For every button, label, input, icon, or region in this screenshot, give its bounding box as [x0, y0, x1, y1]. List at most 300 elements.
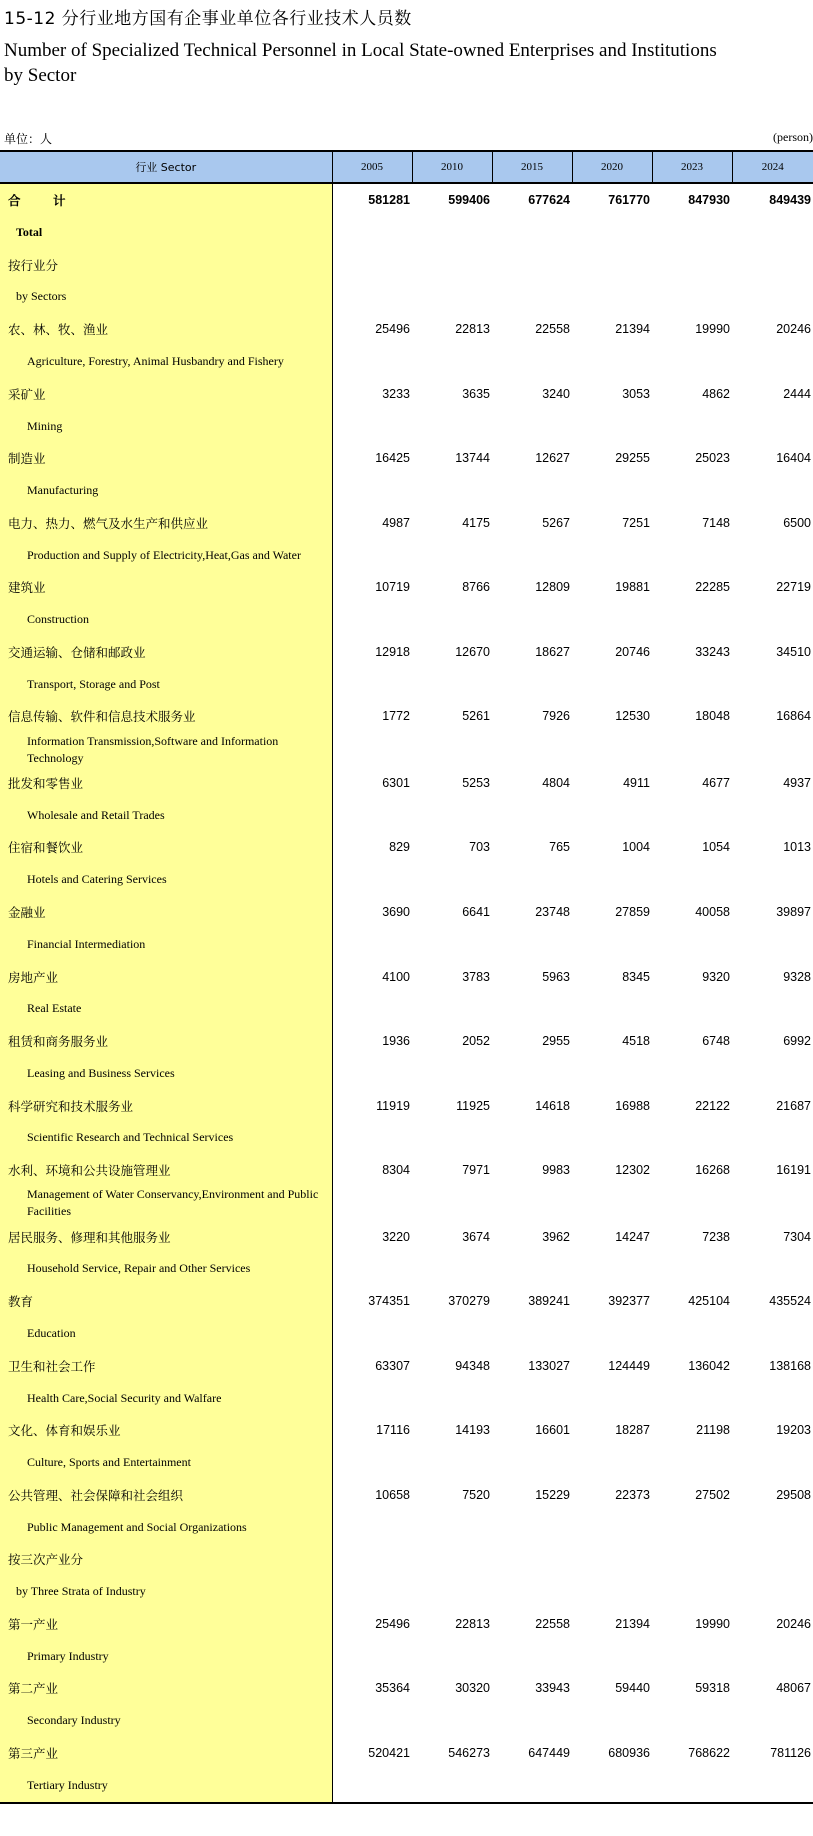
value-cell: 599406: [448, 193, 490, 208]
column-header-year: 2005: [332, 151, 412, 183]
empty-cell: [492, 668, 572, 700]
empty-cell: [572, 603, 652, 635]
empty-cell: [732, 928, 813, 960]
value-cell: 7926: [542, 709, 570, 724]
table-row: [0, 700, 813, 732]
empty-cell: [492, 1769, 572, 1803]
table-row: [0, 313, 813, 345]
empty-cell: [652, 1253, 732, 1285]
empty-cell: [732, 345, 813, 377]
empty-cell: [732, 993, 813, 1025]
empty-cell: [332, 345, 412, 377]
empty-cell: [572, 216, 652, 248]
empty-cell: [492, 410, 572, 442]
value-cell: 10719: [375, 580, 410, 595]
value-cell: 4518: [622, 1034, 650, 1049]
empty-cell: [732, 1253, 813, 1285]
value-cell: 18048: [695, 709, 730, 724]
value-cell: 22813: [455, 1616, 490, 1631]
sector-label-cn: 教育: [0, 1285, 332, 1317]
sector-label-en: Education: [0, 1317, 332, 1349]
value-cell: 7520: [462, 1487, 490, 1502]
empty-cell: [332, 733, 412, 767]
value-cell: 5267: [542, 515, 570, 530]
value-cell: 680936: [608, 1745, 650, 1760]
empty-cell: [332, 1057, 412, 1089]
value-cell: 6992: [783, 1034, 811, 1049]
empty-cell: [572, 1186, 652, 1220]
value-cell: 6301: [382, 775, 410, 790]
value-cell: 136042: [688, 1358, 730, 1373]
value-cell: 16864: [776, 709, 811, 724]
empty-cell: [332, 410, 412, 442]
page-title-en: Number of Specialized Technical Personnel in Local State-owned Enterprises and Institutions by Sector: [4, 40, 717, 86]
table-row: [0, 1350, 813, 1382]
empty-cell: [652, 1382, 732, 1414]
empty-cell: [492, 281, 572, 313]
value-cell: 12809: [535, 580, 570, 595]
value-cell: 8766: [462, 580, 490, 595]
empty-cell: [412, 539, 492, 571]
value-cell: 370279: [448, 1294, 490, 1309]
empty-cell: [652, 668, 732, 700]
table-row: [0, 603, 813, 635]
value-cell: 9328: [783, 969, 811, 984]
value-cell: 21198: [696, 1423, 730, 1438]
value-cell: 3233: [382, 386, 410, 401]
empty-cell: [652, 1446, 732, 1478]
value-cell: 16404: [776, 451, 811, 466]
empty-cell: [412, 1640, 492, 1672]
empty-cell: [492, 733, 572, 767]
table-row: [0, 1221, 813, 1253]
empty-cell: [332, 864, 412, 896]
empty-cell: [332, 928, 412, 960]
empty-cell: [332, 1253, 412, 1285]
sector-label-cn: 卫生和社会工作: [0, 1350, 332, 1382]
value-cell: 1013: [783, 840, 811, 855]
sector-label-en: Transport, Storage and Post: [0, 668, 332, 700]
value-cell: 19881: [615, 580, 650, 595]
value-cell: 16191: [776, 1163, 811, 1178]
sector-label-cn: 公共管理、社会保障和社会组织: [0, 1479, 332, 1511]
value-cell: 3635: [462, 386, 490, 401]
value-cell: 27502: [695, 1487, 730, 1502]
value-cell: 20246: [776, 322, 811, 337]
sector-label-en: Public Management and Social Organizations: [0, 1511, 332, 1543]
empty-cell: [332, 1317, 412, 1349]
empty-cell: [492, 1122, 572, 1154]
value-cell: 16425: [375, 451, 410, 466]
value-cell: 59318: [695, 1681, 730, 1696]
empty-cell: [572, 1446, 652, 1478]
sector-label-en: Culture, Sports and Entertainment: [0, 1446, 332, 1478]
value-cell: 39897: [776, 905, 811, 919]
sector-label-cn: 文化、体育和娱乐业: [0, 1414, 332, 1446]
value-cell: 10658: [375, 1487, 410, 1502]
value-cell: 435524: [769, 1294, 811, 1309]
empty-cell: [332, 1382, 412, 1414]
table-row: [0, 281, 813, 313]
table-row: [0, 1025, 813, 1057]
value-cell: [332, 249, 412, 281]
sector-label-cn: 电力、热力、燃气及水生产和供应业: [0, 507, 332, 539]
page-title-cn: 15-12 分行业地方国有企事业单位各行业技术人员数: [4, 9, 412, 29]
table-row: [0, 767, 813, 799]
value-cell: 781126: [770, 1745, 811, 1760]
value-cell: 25496: [375, 322, 410, 337]
value-cell: 16988: [615, 1098, 650, 1113]
empty-cell: [732, 733, 813, 767]
sector-label-cn: 交通运输、仓储和邮政业: [0, 636, 332, 668]
value-cell: 33243: [695, 644, 730, 659]
table-row: [0, 1382, 813, 1414]
empty-cell: [332, 216, 412, 248]
sector-label-en: Secondary Industry: [0, 1705, 332, 1737]
table-row: [0, 183, 813, 216]
empty-cell: [732, 864, 813, 896]
value-cell: 4175: [462, 515, 490, 530]
sector-label-cn: 信息传输、软件和信息技术服务业: [0, 700, 332, 732]
empty-cell: [652, 1186, 732, 1220]
statistics-table: [0, 150, 813, 1804]
value-cell: 3674: [462, 1229, 490, 1244]
empty-cell: [412, 410, 492, 442]
value-cell: 59440: [615, 1681, 650, 1696]
value-cell: 22719: [776, 580, 811, 595]
sector-label-cn: 农、林、牧、渔业: [0, 313, 332, 345]
sector-label-cn: 金融业: [0, 896, 332, 928]
value-cell: 19990: [695, 1616, 730, 1631]
sector-label-cn: 按行业分: [0, 249, 332, 281]
empty-cell: [492, 1186, 572, 1220]
sector-label-en: Financial Intermediation: [0, 928, 332, 960]
empty-cell: [572, 1640, 652, 1672]
value-cell: 23748: [535, 905, 570, 919]
empty-cell: [572, 1511, 652, 1543]
sector-label-cn: 住宿和餐饮业: [0, 831, 332, 863]
sector-label-en: Agriculture, Forestry, Animal Husbandry and Fishery: [0, 345, 332, 377]
sector-label-en: Scientific Research and Technical Services: [0, 1122, 332, 1154]
table-row: [0, 571, 813, 603]
value-cell: 94348: [455, 1358, 490, 1373]
value-cell: 425104: [688, 1294, 730, 1309]
value-cell: [652, 1543, 732, 1575]
empty-cell: [732, 1511, 813, 1543]
value-cell: 12918: [375, 644, 410, 659]
empty-cell: [412, 668, 492, 700]
sector-label-en: Real Estate: [0, 993, 332, 1025]
empty-cell: [412, 1382, 492, 1414]
value-cell: 7304: [783, 1229, 811, 1244]
empty-cell: [332, 1769, 412, 1803]
value-cell: 5253: [462, 775, 490, 790]
value-cell: 5963: [542, 969, 570, 984]
empty-cell: [732, 1446, 813, 1478]
value-cell: 8304: [382, 1163, 410, 1178]
sector-label-en: Wholesale and Retail Trades: [0, 799, 332, 831]
sector-label-cn: 制造业: [0, 442, 332, 474]
value-cell: 392377: [608, 1294, 650, 1309]
column-header-year: 2024: [732, 151, 813, 183]
value-cell: 829: [389, 840, 410, 855]
value-cell: 4677: [702, 775, 730, 790]
empty-cell: [332, 668, 412, 700]
table-row: [0, 733, 813, 767]
table-row: [0, 249, 813, 281]
table-row: [0, 1608, 813, 1640]
sector-label-cn: 房地产业: [0, 960, 332, 992]
table-row: [0, 1769, 813, 1803]
value-cell: 21394: [615, 322, 650, 337]
table-row: [0, 1154, 813, 1186]
value-cell: 1936: [382, 1034, 410, 1049]
empty-cell: [652, 1317, 732, 1349]
value-cell: 8345: [622, 969, 650, 984]
table-row: [0, 1575, 813, 1607]
value-cell: 14618: [535, 1098, 570, 1113]
value-cell: 27859: [615, 905, 650, 919]
empty-cell: [412, 733, 492, 767]
value-cell: 3962: [542, 1229, 570, 1244]
empty-cell: [492, 474, 572, 506]
empty-cell: [572, 928, 652, 960]
empty-cell: [332, 1186, 412, 1220]
value-cell: 11919: [376, 1098, 410, 1113]
value-cell: 22373: [615, 1487, 650, 1502]
empty-cell: [492, 1575, 572, 1607]
value-cell: 29508: [776, 1487, 811, 1502]
value-cell: 3053: [622, 386, 650, 401]
value-cell: 2444: [783, 386, 811, 401]
value-cell: 3220: [382, 1229, 410, 1244]
empty-cell: [572, 1253, 652, 1285]
value-cell: [492, 249, 572, 281]
empty-cell: [732, 1317, 813, 1349]
column-header-year: 2020: [572, 151, 652, 183]
sector-label-cn: 采矿业: [0, 378, 332, 410]
table-row: [0, 216, 813, 248]
empty-cell: [332, 1705, 412, 1737]
value-cell: [572, 249, 652, 281]
empty-cell: [332, 1511, 412, 1543]
empty-cell: [412, 1317, 492, 1349]
value-cell: 4987: [382, 515, 410, 530]
empty-cell: [412, 928, 492, 960]
sector-label-en: Household Service, Repair and Other Services: [0, 1253, 332, 1285]
sector-label-en: Leasing and Business Services: [0, 1057, 332, 1089]
value-cell: 3690: [382, 905, 410, 919]
value-cell: 19203: [776, 1423, 811, 1438]
empty-cell: [652, 799, 732, 831]
table-row: [0, 1089, 813, 1121]
empty-cell: [332, 1446, 412, 1478]
value-cell: 13744: [455, 451, 490, 466]
table-row: [0, 636, 813, 668]
empty-cell: [572, 539, 652, 571]
empty-cell: [732, 1186, 813, 1220]
empty-cell: [492, 993, 572, 1025]
empty-cell: [732, 1705, 813, 1737]
empty-cell: [572, 668, 652, 700]
value-cell: 1004: [622, 840, 650, 855]
value-cell: 761770: [608, 193, 650, 208]
table-row: [0, 442, 813, 474]
value-cell: 21687: [776, 1098, 811, 1113]
value-cell: 20746: [615, 644, 650, 659]
empty-cell: [412, 603, 492, 635]
value-cell: [732, 1543, 813, 1575]
empty-cell: [732, 410, 813, 442]
sector-label-cn: 建筑业: [0, 571, 332, 603]
value-cell: 22122: [695, 1098, 730, 1113]
value-cell: [332, 1543, 412, 1575]
value-cell: 3783: [462, 969, 490, 984]
table-row: [0, 1285, 813, 1317]
empty-cell: [652, 281, 732, 313]
value-cell: 25496: [375, 1616, 410, 1631]
value-cell: 12670: [455, 644, 490, 659]
sector-label-cn: 批发和零售业: [0, 767, 332, 799]
table-body: [0, 183, 813, 1803]
table-row: [0, 1705, 813, 1737]
table-row: [0, 378, 813, 410]
empty-cell: [652, 1511, 732, 1543]
value-cell: 17116: [376, 1423, 410, 1438]
value-cell: 6748: [702, 1034, 730, 1049]
empty-cell: [492, 539, 572, 571]
empty-cell: [332, 799, 412, 831]
value-cell: 581281: [368, 193, 410, 208]
empty-cell: [732, 1382, 813, 1414]
empty-cell: [412, 1057, 492, 1089]
sector-label-en: by Three Strata of Industry: [0, 1575, 332, 1607]
value-cell: [412, 1543, 492, 1575]
empty-cell: [572, 1769, 652, 1803]
value-cell: 703: [469, 840, 490, 855]
table-row: [0, 1186, 813, 1220]
table-row: [0, 1672, 813, 1704]
value-cell: 29255: [615, 451, 650, 466]
value-cell: 25023: [695, 451, 730, 466]
sector-label-en: by Sectors: [0, 281, 332, 313]
value-cell: 21394: [615, 1616, 650, 1631]
table-row: [0, 1511, 813, 1543]
table-row: [0, 1640, 813, 1672]
empty-cell: [492, 1253, 572, 1285]
empty-cell: [492, 216, 572, 248]
value-cell: 133027: [528, 1358, 570, 1373]
empty-cell: [492, 1640, 572, 1672]
value-cell: [732, 249, 813, 281]
value-cell: 374351: [368, 1294, 410, 1309]
sector-label-en: Management of Water Conservancy,Environment and Public Facilities: [0, 1186, 332, 1220]
empty-cell: [412, 1705, 492, 1737]
value-cell: [652, 249, 732, 281]
table-row: [0, 831, 813, 863]
value-cell: 7148: [702, 515, 730, 530]
empty-cell: [652, 603, 732, 635]
empty-cell: [652, 539, 732, 571]
empty-cell: [332, 1122, 412, 1154]
sector-label-cn: 按三次产业分: [0, 1543, 332, 1575]
empty-cell: [652, 1057, 732, 1089]
table-row: [0, 1317, 813, 1349]
empty-cell: [572, 799, 652, 831]
empty-cell: [332, 474, 412, 506]
empty-cell: [412, 474, 492, 506]
table-row: [0, 507, 813, 539]
table-row: [0, 345, 813, 377]
table-row: [0, 864, 813, 896]
empty-cell: [732, 216, 813, 248]
sector-label-en: Manufacturing: [0, 474, 332, 506]
empty-cell: [652, 864, 732, 896]
sector-label-en: Hotels and Catering Services: [0, 864, 332, 896]
value-cell: 4100: [382, 969, 410, 984]
empty-cell: [412, 799, 492, 831]
value-cell: 6500: [783, 515, 811, 530]
value-cell: 22558: [535, 322, 570, 337]
empty-cell: [492, 1446, 572, 1478]
table-row: [0, 1479, 813, 1511]
empty-cell: [492, 603, 572, 635]
table-row: [0, 1446, 813, 1478]
empty-cell: [572, 474, 652, 506]
empty-cell: [412, 216, 492, 248]
table-row: [0, 960, 813, 992]
value-cell: 20246: [776, 1616, 811, 1631]
value-cell: 33943: [535, 1681, 570, 1696]
value-cell: [492, 1543, 572, 1575]
empty-cell: [412, 1511, 492, 1543]
empty-cell: [652, 474, 732, 506]
table-row: [0, 928, 813, 960]
empty-cell: [332, 281, 412, 313]
value-cell: [572, 1543, 652, 1575]
value-cell: 12530: [615, 709, 650, 724]
value-cell: 14247: [615, 1229, 650, 1244]
table-row: [0, 1414, 813, 1446]
value-cell: 12627: [535, 451, 570, 466]
empty-cell: [412, 864, 492, 896]
sector-label-cn: 居民服务、修理和其他服务业: [0, 1221, 332, 1253]
empty-cell: [652, 1122, 732, 1154]
empty-cell: [732, 799, 813, 831]
table-row: [0, 1737, 813, 1769]
empty-cell: [572, 864, 652, 896]
table-row: [0, 896, 813, 928]
empty-cell: [572, 410, 652, 442]
value-cell: 768622: [688, 1745, 730, 1760]
empty-cell: [332, 603, 412, 635]
empty-cell: [732, 281, 813, 313]
empty-cell: [492, 1317, 572, 1349]
empty-cell: [652, 410, 732, 442]
sector-label-en: Information Transmission,Software and Information Technology: [0, 733, 332, 767]
value-cell: 520421: [368, 1745, 410, 1760]
value-cell: 7238: [702, 1229, 730, 1244]
value-cell: 30320: [455, 1681, 490, 1696]
empty-cell: [652, 1640, 732, 1672]
value-cell: [412, 249, 492, 281]
table-row: [0, 474, 813, 506]
empty-cell: [492, 864, 572, 896]
value-cell: 34510: [776, 644, 811, 659]
sector-label-cn: 第三产业: [0, 1737, 332, 1769]
value-cell: 647449: [528, 1745, 570, 1760]
value-cell: 138168: [769, 1358, 811, 1373]
